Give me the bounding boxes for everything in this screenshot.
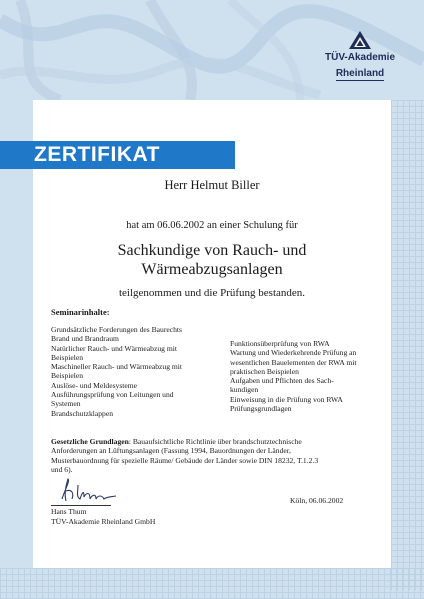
result-text: teilgenommen und die Prüfung bestanden. — [118, 287, 306, 299]
legal-basis-line: : Bauaufsichtliche Richtlinie über brandschutztechnische — [128, 437, 302, 446]
topic-line: Beispielen — [51, 352, 84, 362]
topic-line: Aufgaben und Pflichten des Sach- — [230, 376, 334, 386]
seminar-topics-left — [51, 325, 211, 418]
grid-pattern-bottom — [0, 568, 424, 599]
signature-line — [51, 505, 111, 506]
topic-line: Wartung und Wiederkehrende Prüfung an — [230, 348, 357, 358]
topic-line: Funktionsüberprüfung von RWA — [230, 339, 330, 348]
topic-line: Brand und Brandraum — [51, 334, 119, 344]
intro-text: hat am 06.06.2002 an einer Schulung für — [126, 220, 298, 231]
topic-line: Auslöse- und Meldesysteme — [51, 380, 138, 390]
legal-basis — [51, 437, 376, 475]
seminar-heading: Seminarinhalte: — [51, 307, 110, 317]
recipient-name: Herr Helmut Biller — [164, 178, 260, 192]
topic-line: Einweisung in die Prüfung von RWA — [230, 394, 343, 404]
logo-line-1: TÜV-Akademie — [324, 52, 396, 63]
banner-title: ZERTIFIKAT — [34, 143, 160, 166]
certificate-banner — [0, 141, 235, 169]
triangle-logo-icon — [348, 30, 372, 50]
signatory-block — [51, 507, 155, 526]
course-title-line: Wärmeabzugsanlagen — [141, 261, 283, 278]
handwritten-signature — [58, 477, 118, 505]
topic-line: Grundsätzliche Forderungen des Baurechts — [51, 325, 182, 334]
legal-basis-label: Gesetzliche Grundlagen — [51, 437, 129, 446]
topic-line: praktischen Beispielen — [230, 366, 299, 376]
tuev-akademie-logo — [318, 30, 402, 81]
topic-line: Systemen — [51, 399, 81, 409]
topic-line: wesentlichen Bauelementen der RWA mit — [230, 357, 357, 367]
topic-line: Beispielen — [51, 371, 84, 381]
signatory-name: Hans Thum — [51, 507, 87, 516]
course-title — [33, 241, 391, 279]
legal-basis-line: Musterbauordnung für spezielle Räume/ Gebäude der Länder sowie DIN 18232, T.1.2.3 — [51, 455, 319, 465]
logo-line-2: Rheinland — [335, 68, 385, 79]
topic-line: Prüfungsgrundlagen — [230, 404, 292, 414]
topic-line: Ausführungsprüfung von Leitungen und — [51, 390, 174, 400]
seminar-topics-right — [230, 339, 380, 413]
grid-pattern-right — [391, 100, 424, 590]
course-title-line: Sachkundige von Rauch- und — [117, 242, 307, 259]
legal-basis-line: und 6). — [51, 465, 73, 475]
signatory-org: TÜV-Akademie Rheinland GmbH — [51, 516, 156, 526]
legal-basis-line: Anforderungen an Lüftungsanlagen (Fassung 1994, Bauordnungen der Länder, — [51, 446, 291, 456]
topic-line: kundigen — [230, 385, 259, 395]
topic-line: Brandschutzklappen — [51, 408, 113, 418]
topic-line: Natürlicher Rauch- und Wärmeabzug mit — [51, 343, 177, 353]
topic-line: Maschineller Rauch- und Wärmeabzug mit — [51, 362, 183, 372]
place-date: Köln, 06.06.2002 — [290, 496, 344, 505]
